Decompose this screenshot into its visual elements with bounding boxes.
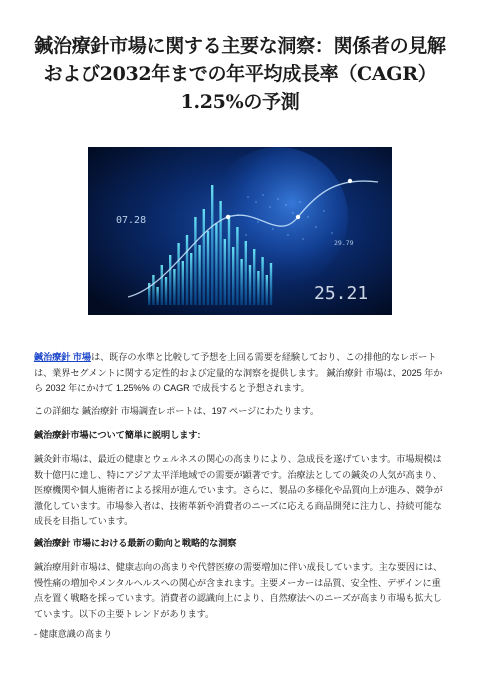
bullet-item: - 健康意識の高まり <box>34 629 113 639</box>
hero-bar <box>219 201 221 305</box>
hero-bar <box>211 185 213 305</box>
hero-label-2: 29.79 <box>334 239 354 247</box>
hero-bar <box>169 255 171 305</box>
hero-bar <box>215 223 217 305</box>
hero-bar <box>161 265 163 305</box>
trends-paragraph: 鍼治療用針市場は、健康志向の高まりや代替医療の需要増加に伴い成長しています。主な要因には、慢性痛の増加やメンタルヘルスへの関心が含まれます。主要メーカーは品質、安全性、デザインに重点を置く戦略を採っています。消費者の認識向上により、自然療法へのニーズが高まり市場も拡大しています。以下の主要トレンドがあります。 <box>34 562 443 619</box>
hero-bar <box>236 227 238 305</box>
hero-bar <box>207 231 209 305</box>
hero-label-3: 25.21 <box>314 283 369 304</box>
hero-bar <box>156 287 158 305</box>
hero-bar <box>177 243 179 305</box>
intro-paragraph <box>34 350 448 397</box>
hero-bar <box>270 263 272 305</box>
hero-bar <box>257 271 259 305</box>
hero-bar <box>266 275 268 305</box>
hero-label-1: 07.28 <box>116 215 147 226</box>
hero-bar <box>232 247 234 305</box>
hero-bar <box>194 217 196 305</box>
page-title: 鍼治療針市場に関する主要な洞察：関係者の見解および2032年までの年平均成長率（CAGR）1.25%の予測 <box>34 35 446 113</box>
overview-paragraph: 鍼灸針市場は、最近の健康とウェルネスの関心の高まりにより、急成長を遂げています。市場規模は数十億円に達し、特にアジア太平洋地域での需要が顕著です。治療法としての鍼灸の人気が高まり、医療機関や個人施術者による採用が進んでいます。さらに、製品の多様化や品質向上が進み、競争が激化しています。市場参入者は、技術革新や消費者のニーズに応える商品開発に注力し、持続可能な成長を目指しています。 <box>34 454 443 526</box>
hero-bar <box>190 253 192 305</box>
hero-bar <box>224 239 226 305</box>
hero-image <box>88 147 392 315</box>
hero-bar <box>173 269 175 305</box>
hero-bar <box>249 265 251 305</box>
section-heading-trends: 鍼治療針 市場における最新の動向と戦略的な洞察 <box>34 538 237 548</box>
hero-bar <box>198 245 200 305</box>
hero-bar <box>240 259 242 305</box>
hero-chart-graphic <box>88 147 392 315</box>
hero-bar <box>261 257 263 305</box>
hero-bar <box>228 215 230 305</box>
hero-bar <box>182 261 184 305</box>
section-heading-overview: 鍼治療針市場について簡単に説明します: <box>34 430 201 440</box>
hero-bar <box>203 209 205 305</box>
hero-bar <box>152 275 154 305</box>
hero-bar <box>245 241 247 305</box>
market-link[interactable]: 鍼治療針 市場 <box>34 352 91 362</box>
hero-bar <box>165 277 167 305</box>
hero-bar <box>253 249 255 305</box>
hero-bar <box>186 235 188 305</box>
intro-text: は、既存の水準と比較して予想を上回る需要を経験しており、この排他的なレポートは、業界セグメントに関する定性的および定量的な洞察を提供します。 鍼治療針 市場は、2025 年から 2032 年にかけて 1.25%% の CAGR で成長すると予想されます。 <box>34 352 443 393</box>
report-pages-paragraph: この詳細な 鍼治療針 市場調査レポートは、197 ページにわたります。 <box>34 406 320 416</box>
